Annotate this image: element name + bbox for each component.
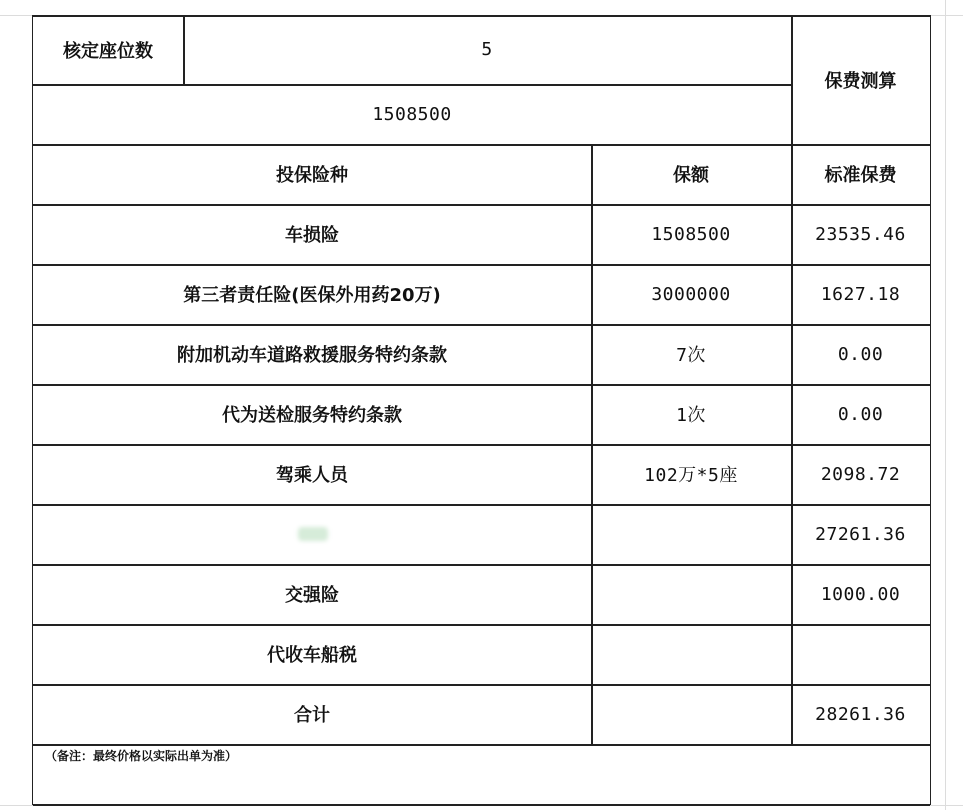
row-amount-cell xyxy=(591,564,791,624)
col-header-premium: 标准保费 xyxy=(791,144,930,204)
border xyxy=(591,144,593,744)
row-type-cell: 车损险 xyxy=(33,204,591,264)
row-amount-cell xyxy=(591,504,791,564)
row-amount-cell xyxy=(591,624,791,684)
row-amount-cell: 1次 xyxy=(591,384,791,444)
border xyxy=(33,384,930,386)
row-premium-cell: 2098.72 xyxy=(791,444,930,504)
row-premium-cell xyxy=(791,624,930,684)
row-premium-cell: 0.00 xyxy=(791,384,930,444)
row-premium-cell: 27261.36 xyxy=(791,504,930,564)
premium-table xyxy=(32,15,931,805)
row-type-cell: 交强险 xyxy=(33,564,591,624)
row-amount-cell xyxy=(591,684,791,744)
border xyxy=(33,15,930,17)
border xyxy=(33,564,930,566)
col-header-amount: 保额 xyxy=(591,144,791,204)
row-premium-cell: 1627.18 xyxy=(791,264,930,324)
border xyxy=(33,684,930,686)
row-type-cell: 合计 xyxy=(33,684,591,744)
row-premium-cell: 0.00 xyxy=(791,324,930,384)
row-type-cell: 第三者责任险(医保外用药20万) xyxy=(33,264,591,324)
vehicle-value: 1508500 xyxy=(33,84,791,144)
seats-label: 核定座位数 xyxy=(33,15,183,84)
row-amount-cell: 3000000 xyxy=(591,264,791,324)
border xyxy=(33,804,930,806)
row-amount-cell: 7次 xyxy=(591,324,791,384)
row-type-cell: 驾乘人员 xyxy=(33,444,591,504)
row-premium-cell: 1000.00 xyxy=(791,564,930,624)
col-header-type: 投保险种 xyxy=(33,144,591,204)
border xyxy=(33,264,930,266)
gridline xyxy=(945,0,946,810)
border xyxy=(33,324,930,326)
row-premium-cell: 23535.46 xyxy=(791,204,930,264)
row-amount-cell: 1508500 xyxy=(591,204,791,264)
row-type-cell: 附加机动车道路救援服务特约条款 xyxy=(33,324,591,384)
border xyxy=(33,144,930,146)
row-premium-cell: 28261.36 xyxy=(791,684,930,744)
border xyxy=(33,624,930,626)
row-amount-cell: 102万*5座 xyxy=(591,444,791,504)
calc-title: 保费测算 xyxy=(791,15,930,144)
border xyxy=(183,15,185,84)
seats-value: 5 xyxy=(183,15,791,84)
redacted-label xyxy=(293,504,333,564)
border xyxy=(33,504,930,506)
border xyxy=(33,84,791,86)
row-type-cell: 代为送检服务特约条款 xyxy=(33,384,591,444)
footnote: （备注：最终价格以实际出单为准） xyxy=(45,749,238,763)
border xyxy=(791,15,793,744)
border xyxy=(33,204,930,206)
border xyxy=(33,444,930,446)
row-type-cell: 代收车船税 xyxy=(33,624,591,684)
border xyxy=(33,744,930,746)
